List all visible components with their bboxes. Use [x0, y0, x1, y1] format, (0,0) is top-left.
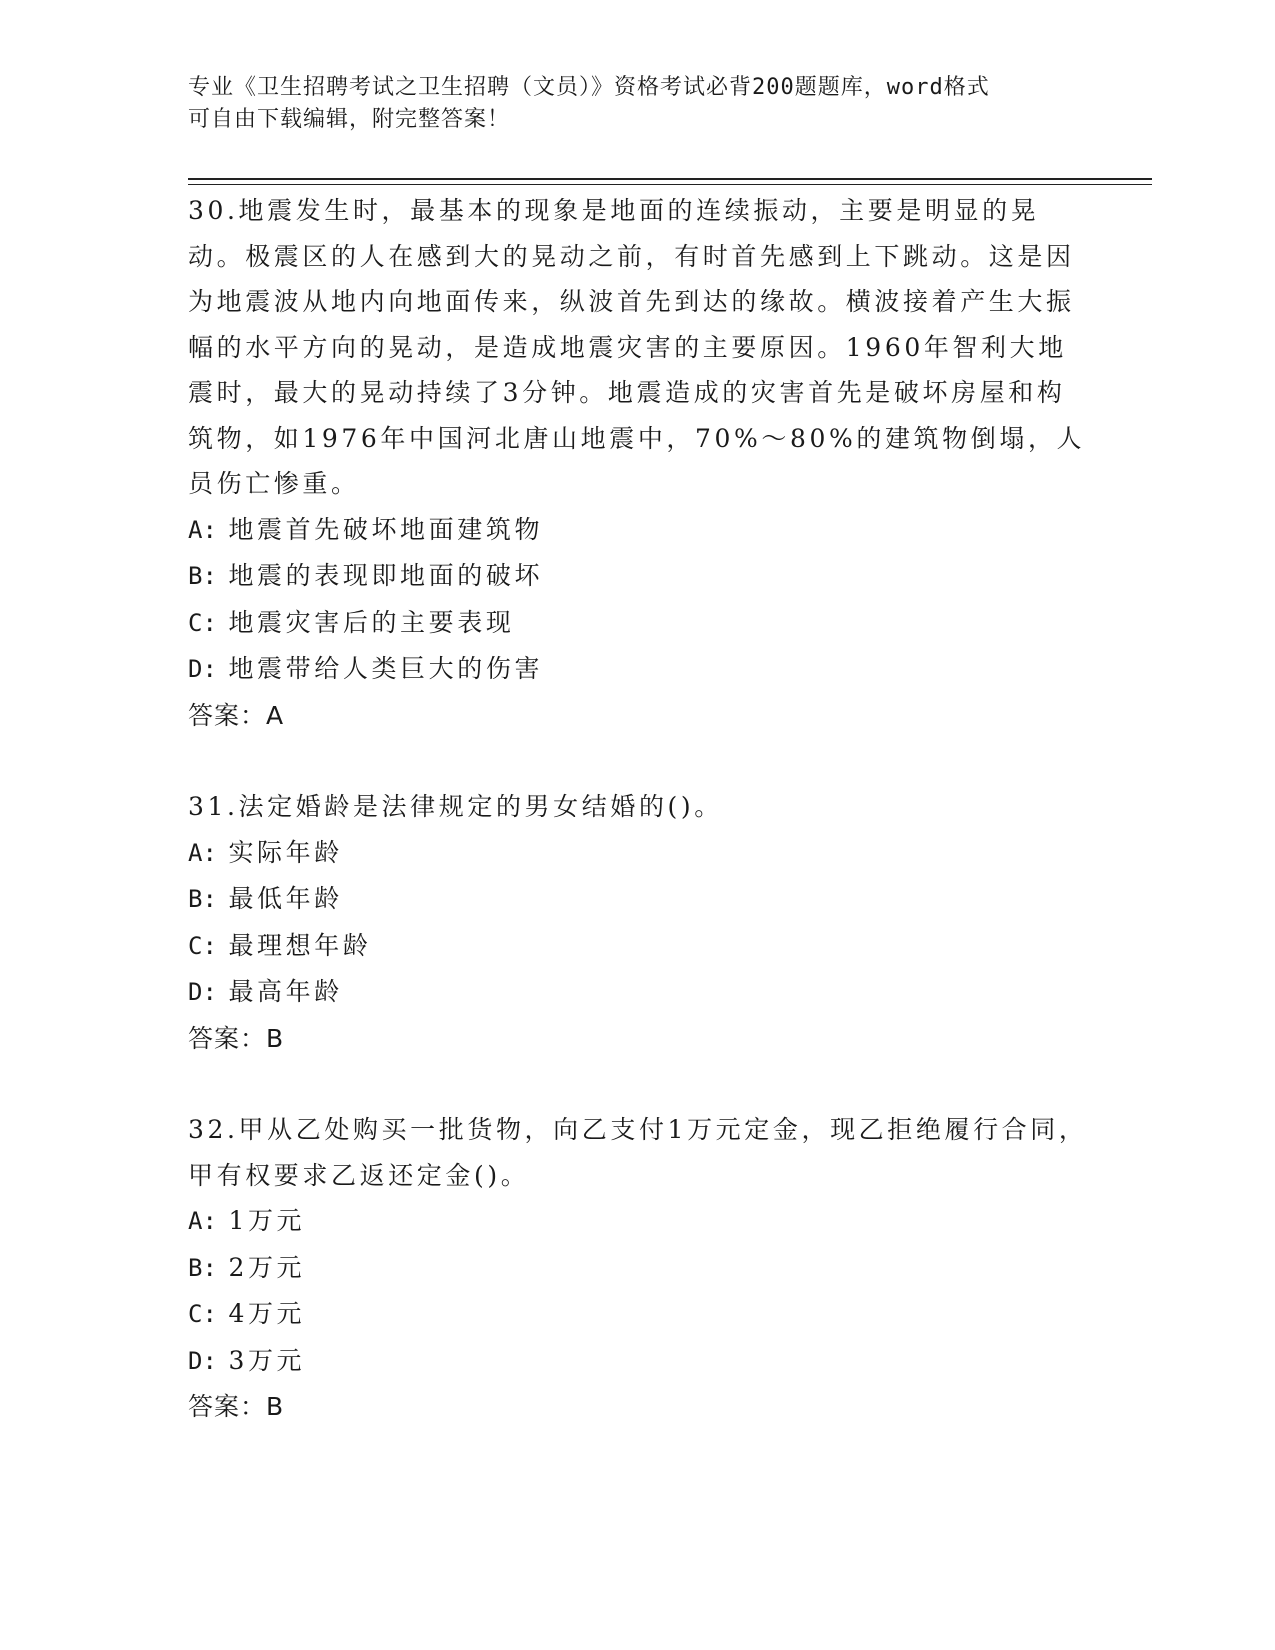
option-c — [188, 923, 1088, 970]
option-text: 地震首先破坏地面建筑物 — [228, 514, 544, 544]
question-31 — [188, 784, 1088, 1061]
option-b — [188, 1245, 1088, 1292]
option-b — [188, 876, 1088, 923]
header-line-1: 专业《卫生招聘考试之卫生招聘（文员）》资格考试必背200题题库，word格式 — [188, 75, 990, 100]
option-letter: B: — [188, 562, 217, 590]
question-list — [188, 188, 1088, 1476]
question-30 — [188, 188, 1088, 738]
option-text: 4万元 — [228, 1299, 306, 1328]
option-d — [188, 969, 1088, 1016]
option-text: 地震灾害后的主要表现 — [228, 607, 515, 637]
question-text: 31.法定婚龄是法律规定的男女结婚的()。 — [188, 792, 723, 821]
page-header — [188, 72, 1068, 136]
header-divider-thin — [188, 184, 1152, 185]
question-text: 32.甲从乙处购买一批货物，向乙支付1万元定金，现乙拒绝履行合同，甲有权要求乙返还定金()。 — [188, 1115, 1088, 1190]
option-letter: B: — [188, 885, 217, 913]
option-letter: A: — [188, 1207, 217, 1235]
option-letter: C: — [188, 931, 217, 960]
option-text: 2万元 — [228, 1252, 306, 1282]
header-divider-thick — [188, 178, 1152, 180]
option-text: 实际年龄 — [228, 837, 343, 867]
option-d — [188, 1338, 1088, 1385]
option-letter: B: — [188, 1253, 217, 1282]
option-text: 地震的表现即地面的破坏 — [228, 561, 544, 590]
option-letter: D: — [188, 1346, 217, 1375]
answer-line: 答案：A — [188, 700, 285, 730]
option-letter: A: — [188, 838, 217, 867]
answer-line: 答案：B — [188, 1392, 285, 1421]
question-text: 30.地震发生时，最基本的现象是地面的连续振动，主要是明显的晃动。极震区的人在感到大的晃动之前，有时首先感到上下跳动。这是因为地震波从地内向地面传来，纵波首先到达的缘故。横波接着产生大振幅的水平方向的晃动，是造成地震灾害的主要原因。1960年智利大地震时，最大的晃动持续了3分钟。地震造成的灾害首先是破坏房屋和构筑物，如1976年中国河北唐山地震中，70%～80%的建筑物倒塌，人员伤亡惨重。 — [188, 196, 1086, 498]
option-letter: D: — [188, 978, 217, 1006]
question-32 — [188, 1107, 1088, 1430]
option-letter: C: — [188, 608, 217, 637]
header-line-2: 可自由下载编辑，附完整答案！ — [188, 107, 511, 132]
option-text: 最高年龄 — [228, 977, 343, 1006]
answer-line: 答案：B — [188, 1023, 285, 1053]
option-c — [188, 600, 1088, 647]
option-a — [188, 1198, 1088, 1245]
option-c — [188, 1291, 1088, 1338]
option-text: 3万元 — [228, 1345, 306, 1375]
option-a — [188, 507, 1088, 554]
option-text: 1万元 — [228, 1206, 306, 1235]
option-letter: D: — [188, 655, 217, 683]
option-letter: A: — [188, 515, 217, 544]
option-d — [188, 646, 1088, 693]
option-letter: C: — [188, 1300, 217, 1328]
option-text: 最低年龄 — [228, 884, 343, 913]
option-a — [188, 830, 1088, 877]
option-b — [188, 553, 1088, 600]
option-text: 最理想年龄 — [228, 930, 372, 960]
option-text: 地震带给人类巨大的伤害 — [228, 654, 544, 683]
